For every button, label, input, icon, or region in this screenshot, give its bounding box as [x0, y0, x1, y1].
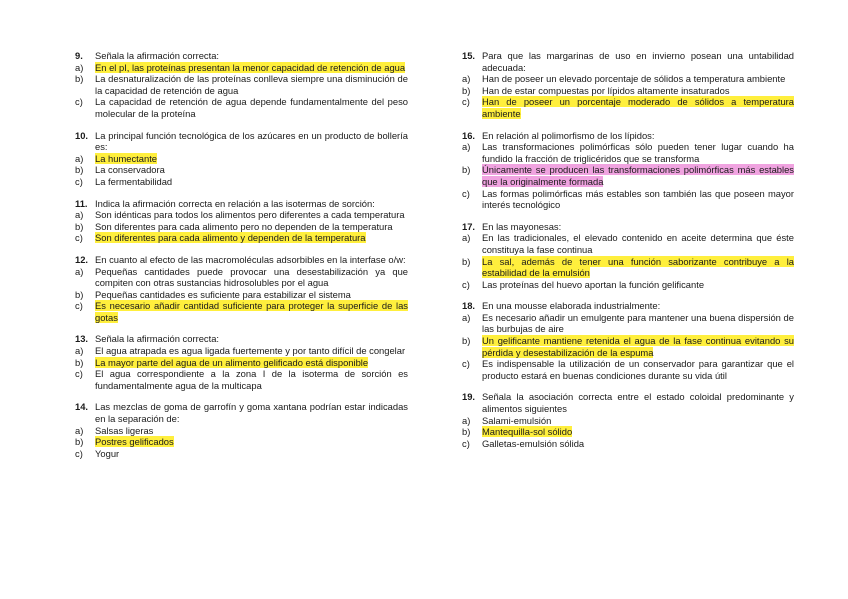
option-text: Yogur [95, 447, 120, 459]
question-11 [75, 198, 408, 244]
answer-option [462, 415, 794, 427]
option-text: El agua correspondiente a la zona I de la isoterma de sorción es fundamentalmente agua de la multicapa [95, 368, 408, 391]
question-text: Indica la afirmación correcta en relación a las isotermas de sorción: [95, 197, 375, 209]
answer-option [75, 357, 408, 369]
question-stem [462, 300, 794, 312]
question-text: En una mousse elaborada industrialmente: [482, 300, 661, 312]
highlighted-answer: En el pI, las proteínas presentan la menor capacidad de retención de agua [95, 61, 406, 73]
answer-option [75, 368, 408, 391]
option-letter: c) [75, 96, 83, 108]
question-number: 12. [75, 253, 89, 265]
answer-option [75, 221, 408, 233]
question-stem [75, 401, 408, 424]
answer-option [75, 164, 408, 176]
option-letter: a) [462, 141, 471, 153]
answer-option [75, 232, 408, 244]
option-letter: b) [75, 220, 84, 232]
question-9 [75, 50, 408, 120]
option-letter: b) [462, 164, 471, 176]
option-letter: b) [75, 436, 84, 448]
answer-option [462, 96, 794, 119]
question-number: 19. [462, 391, 476, 403]
option-text: Las formas polimórficas más estables son también las que poseen mayor interés tecnológico [482, 187, 794, 211]
question-stem [462, 130, 794, 142]
answer-option [75, 425, 408, 437]
option-letter: a) [75, 61, 84, 73]
option-letter: c) [462, 358, 470, 370]
option-letter: a) [462, 414, 471, 426]
option-text: Salsas ligeras [95, 424, 154, 436]
question-number: 10. [75, 129, 89, 141]
option-letter: a) [462, 73, 471, 85]
question-stem [75, 50, 408, 62]
option-letter: b) [462, 335, 471, 347]
answer-option [462, 312, 794, 335]
option-letter: b) [462, 426, 471, 438]
option-letter: a) [75, 152, 84, 164]
question-number: 15. [462, 50, 476, 61]
answer-option [75, 289, 408, 301]
option-text: Las proteínas del huevo aportan la función gelificante [482, 278, 705, 290]
answer-option [462, 426, 794, 438]
question-text: Señala la afirmación correcta: [95, 50, 220, 61]
highlighted-answer: Han de poseer un porcentaje moderado de sólidos a temperatura ambiente [482, 96, 794, 119]
highlighted-answer: Es necesario añadir cantidad suficiente para proteger la superficie de las gotas [95, 300, 408, 323]
highlighted-answer: Postres gelificados [95, 436, 174, 448]
question-text: En cuanto al efecto de las macromoléculas adsorbibles en la interfase o/w: [95, 253, 406, 265]
option-text: Salami-emulsión [482, 414, 552, 426]
option-text: Pequeñas cantidades es suficiente para estabilizar el sistema [95, 288, 351, 300]
question-19 [462, 391, 794, 449]
answer-option [75, 436, 408, 448]
option-letter: c) [75, 447, 83, 459]
option-letter: c) [462, 278, 470, 290]
highlighted-answer: Únicamente se producen las transformaciones polimórficas más estables que la originalmente formada [482, 164, 794, 187]
answer-option [75, 266, 408, 289]
answer-option [462, 141, 794, 164]
question-text: En las mayonesas: [482, 220, 562, 232]
question-stem [75, 254, 408, 266]
option-letter: c) [75, 175, 83, 187]
option-letter: a) [462, 311, 471, 323]
option-letter: b) [75, 356, 84, 368]
question-number: 18. [462, 300, 476, 312]
option-text: Galletas-emulsión sólida [482, 437, 585, 449]
highlighted-answer: La humectante [95, 152, 158, 164]
option-text: El agua atrapada es agua ligada fuertemente y por tanto difícil de congelar [95, 345, 406, 357]
option-letter: a) [75, 424, 84, 436]
highlighted-answer: Un gelificante mantiene retenida el agua de la fase continua evitando su pérdida y desestabilización de la espuma [482, 335, 794, 358]
option-text: La desnaturalización de las proteínas conlleva siempre una disminución de la capacidad de retención de agua [95, 73, 408, 96]
question-stem [75, 198, 408, 210]
highlighted-answer: Mantequilla-sol sólido [482, 426, 573, 438]
answer-option [462, 188, 794, 211]
option-text: La capacidad de retención de agua depende fundamentalmente del peso molecular de la proteína [95, 96, 408, 119]
question-number: 9. [75, 50, 83, 61]
option-letter: a) [75, 345, 84, 357]
option-letter: c) [75, 300, 83, 312]
answer-option [462, 279, 794, 291]
question-number: 14. [75, 401, 89, 413]
right-column [462, 50, 794, 459]
answer-option [462, 335, 794, 358]
answer-option [75, 62, 408, 74]
question-10 [75, 130, 408, 188]
option-text: En las tradicionales, el elevado contenido en aceite determina que éste constituya la fase continua [482, 232, 794, 255]
answer-option [462, 438, 794, 450]
option-text: Han de poseer un elevado porcentaje de sólidos a temperatura ambiente [482, 73, 786, 85]
answer-option [75, 209, 408, 221]
question-17 [462, 221, 794, 291]
answer-option [462, 164, 794, 187]
highlighted-answer: La mayor parte del agua de un alimento gelificado está disponible [95, 356, 369, 368]
option-letter: b) [75, 288, 84, 300]
option-letter: b) [75, 164, 84, 176]
answer-option [462, 232, 794, 255]
question-16 [462, 130, 794, 211]
question-stem [462, 221, 794, 233]
option-letter: c) [462, 187, 470, 199]
answer-option [462, 85, 794, 97]
option-text: Son idénticas para todos los alimentos pero diferentes a cada temperatura [95, 209, 405, 221]
question-number: 11. [75, 197, 88, 209]
option-letter: b) [75, 73, 84, 85]
highlighted-answer: La sal, además de tener una función saborizante contribuye a la estabilidad de la emulsión [482, 255, 794, 279]
option-text: Es necesario añadir un emulgente para mantener una buena dispersión de las burbujas de aire [482, 311, 794, 335]
option-letter: a) [75, 265, 84, 277]
option-letter: b) [462, 255, 471, 267]
question-number: 16. [462, 129, 476, 141]
answer-option [462, 256, 794, 279]
option-text: La conservadora [95, 164, 165, 176]
option-letter: a) [75, 209, 84, 221]
question-text: Para que las margarinas de uso en invierno posean una untabilidad adecuada: [482, 50, 794, 73]
option-text: Es indispensable la utilización de un conservador para garantizar que el producto estará en buenas condiciones durante su vida útil [482, 358, 794, 381]
answer-option [75, 345, 408, 357]
question-stem [75, 333, 408, 345]
option-letter: c) [462, 437, 470, 449]
question-stem [462, 391, 794, 414]
answer-option [75, 448, 408, 460]
question-13 [75, 333, 408, 391]
answer-option [462, 358, 794, 381]
question-text: La principal función tecnológica de los azúcares en un producto de bollería es: [95, 129, 408, 153]
answer-option [75, 300, 408, 323]
question-stem [75, 130, 408, 153]
question-number: 13. [75, 333, 89, 345]
question-12 [75, 254, 408, 324]
highlighted-answer: Son diferentes para cada alimento y dependen de la temperatura [95, 232, 366, 244]
question-number: 17. [462, 220, 476, 232]
answer-option [75, 73, 408, 96]
answer-option [462, 73, 794, 85]
option-letter: b) [462, 84, 471, 96]
answer-option [75, 96, 408, 119]
question-text: En relación al polimorfismo de los lípidos: [482, 129, 655, 141]
question-14 [75, 401, 408, 459]
left-column [75, 50, 408, 469]
question-18 [462, 300, 794, 381]
option-text: Pequeñas cantidades puede provocar una desestabilización ya que compiten con otras sustancias hidrosolubles por el agua [95, 265, 408, 289]
option-letter: c) [75, 232, 83, 244]
option-text: Han de estar compuestas por lípidos altamente insaturados [482, 84, 730, 96]
option-text: La fermentabilidad [95, 175, 173, 187]
option-text: Son diferentes para cada alimento pero no dependen de la temperatura [95, 220, 393, 232]
option-letter: c) [462, 96, 470, 108]
answer-option [75, 153, 408, 165]
question-text: Las mezclas de goma de garrofín y goma xantana podrían estar indicadas en la separación de: [95, 401, 408, 425]
question-text: Señala la afirmación correcta: [95, 333, 220, 345]
option-text: Las transformaciones polimórficas sólo pueden tener lugar cuando ha fundido la fracción de triglicéridos que se transforma [482, 141, 794, 164]
question-15 [462, 50, 794, 120]
question-text: Señala la asociación correcta entre el estado coloidal predominante y alimentos siguientes [482, 391, 794, 415]
question-stem [462, 50, 794, 73]
option-letter: a) [462, 232, 471, 244]
option-letter: c) [75, 368, 83, 380]
answer-option [75, 176, 408, 188]
